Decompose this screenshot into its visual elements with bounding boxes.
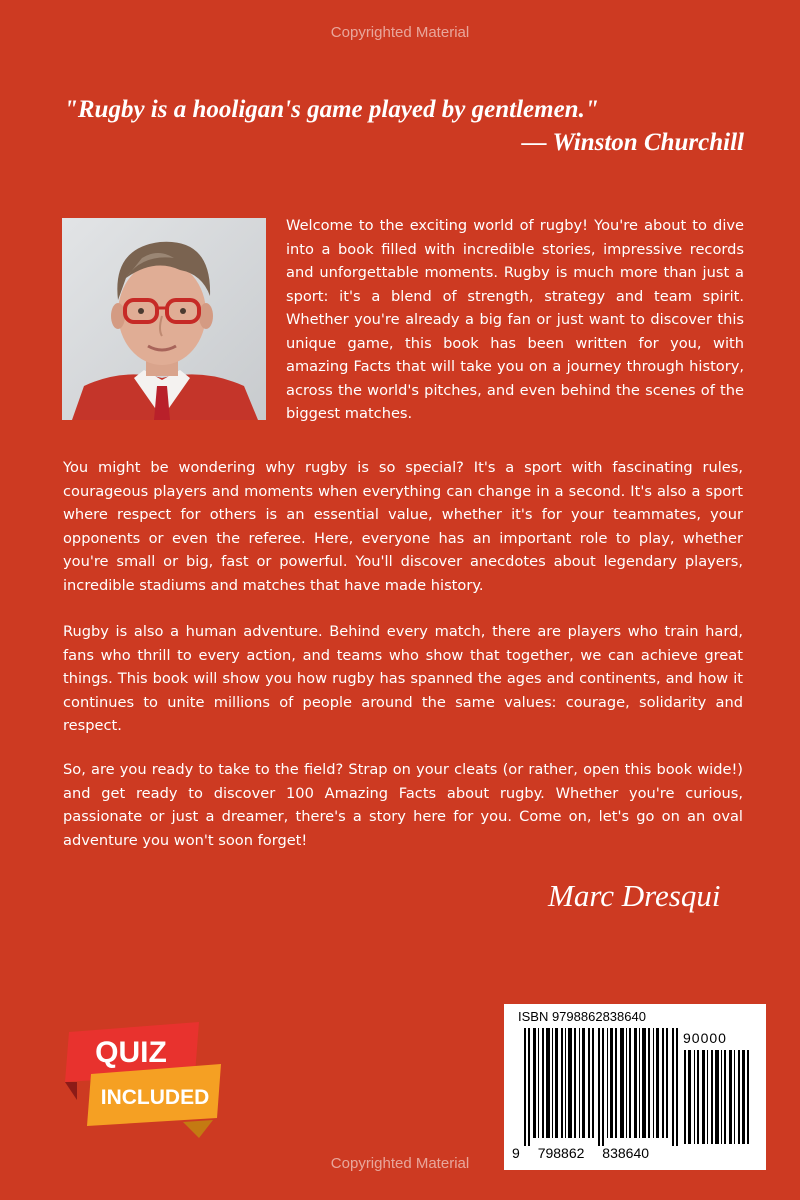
intro-paragraph: Welcome to the exciting world of rugby! You're about to dive into a book filled with incredible stories, impressive records and unforgettable moments. Rugby is much more than just a sport: it's a blend of strength, strategy and team spirit. Whether you're already a big fan or just want to discover this unique game, this book has been written for you, with amazing Facts that will take you on a journey through history, across the world's pitches, and even behind the scenes of the biggest matches. [286, 217, 744, 422]
badge-included-text: INCLUDED [100, 1086, 210, 1109]
quote-text: "Rugby is a hooligan's game played by gentlemen." [64, 96, 599, 123]
body-paragraph-1: You might be wondering why rugby is so special? It's a sport with fascinating rules, courageous players and moments when everything can change in a second. It's also a sport where respect for others is an essential value, whether it's for your teammates, your opponents or even the referee. Here, everyone has an important role to play, whether you're small or big, fast or powerful. You'll discover anecdotes about legendary players, incredible stadiums and matches that have made history. [63, 459, 743, 594]
isbn-barcode [504, 1004, 766, 1170]
body-paragraph-2: Rugby is also a human adventure. Behind every match, there are players who train hard, fans who thrill to every action, and teams who show that together, we can achieve great things. This book will show you how rugby has spanned the ages and continents, and how it continues to unite millions of people around the same values: courage, solidarity and respect. [63, 623, 743, 734]
copyright-watermark-bottom: Copyrighted Material [330, 1155, 470, 1172]
barcode-bars-addon [684, 1050, 750, 1144]
copyright-watermark-top: Copyrighted Material [330, 24, 470, 41]
epigraph-quote [64, 93, 744, 159]
barcode-bars-main [524, 1028, 682, 1146]
isbn-label: ISBN 9798862838640 [518, 1009, 646, 1024]
barcode-digit-group1: 798862 [537, 1145, 585, 1161]
barcode-digit-group2: 838640 [602, 1145, 650, 1161]
body-paragraph-3: So, are you ready to take to the field? Strap on your cleats (or rather, open this book wide!) and get ready to discover 100 Amazing Facts about rugby. Whether you're curious, passionate or just a dreamer, there's a story here for you. Come on, let's go on an oval adventure you won't soon forget! [63, 761, 743, 849]
author-photo [62, 218, 266, 420]
barcode-digit-first: 9 [512, 1145, 520, 1161]
quiz-included-badge [63, 1022, 223, 1138]
badge-quiz-text: QUIZ [95, 1036, 167, 1069]
quote-author: — Winston Churchill [521, 129, 744, 156]
price-code: 90000 [683, 1030, 727, 1046]
author-signature: Marc Dresqui [548, 878, 721, 913]
